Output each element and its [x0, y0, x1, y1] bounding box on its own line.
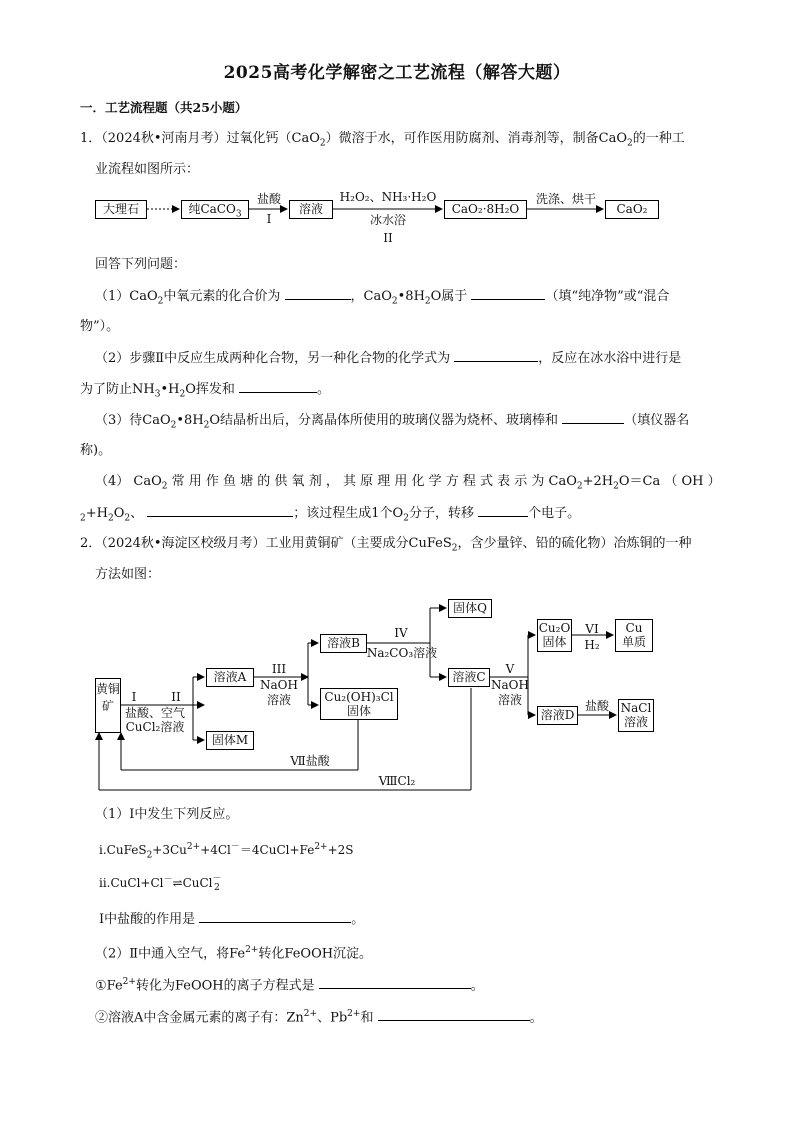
q1-reagents-label: H₂O₂、NH₃·H₂O: [339, 190, 437, 204]
marble-box: 大理石: [95, 200, 147, 219]
q1-part4-line2: $_2+H_2O_2$、 ；该过程生成1个$O_2$分子，转移 个电子。: [80, 506, 581, 524]
q1-step1-label: I: [266, 212, 272, 226]
solution-d-box: 溶液D: [537, 706, 578, 725]
pure-caco3-box: 纯CaCO$_3$: [181, 200, 249, 219]
q2-step5-label: V: [505, 662, 515, 676]
q1-part1-line2: 物”）。: [80, 319, 120, 334]
answer-blank[interactable]: [478, 504, 528, 517]
q1-solution-box: 溶液: [289, 200, 333, 219]
q2-part1-question: Ⅰ中盐酸的作用是 。: [99, 912, 365, 927]
q2-solution-label: 溶液: [266, 693, 291, 707]
q1-wash-label: 洗涤、烘干: [535, 192, 596, 206]
q2-step8-label: ⅧCl₂: [378, 774, 416, 788]
answer-blank[interactable]: [319, 976, 471, 989]
answer-blank[interactable]: [147, 504, 293, 517]
solution-b-box: 溶液B: [320, 634, 367, 653]
q2-part2-q2: ②溶液A中含金属元素的离子有：$Zn^{2+}$、$Pb^{2+}$和 。: [95, 1009, 543, 1026]
q2-step6-label: VI: [585, 622, 599, 636]
cao2-box: CaO₂: [605, 200, 659, 219]
q1-part4: （4） CaO$_2$ 常 用 作 鱼 塘 的 供 氧 剂 ， 其 原 理 用 化 学 方 程 式 表 示 为 $CaO_2+2H_2O=Ca$ （ OH ）: [95, 474, 721, 492]
cu-box: Cu 单质: [615, 619, 653, 652]
q1-part1: （1）CaO$_2$中氧元素的化合价为 ，$CaO_2•8H_2O$属于 （填“纯净物”或“混合: [95, 289, 670, 307]
q2-naoh5-label: NaOH: [491, 678, 529, 692]
solution-c-box: 溶液C: [448, 668, 490, 687]
q2-step1-label: I: [131, 690, 137, 704]
ore-box: 黄铜矿: [95, 678, 121, 733]
q2-step3-label: III: [271, 662, 287, 676]
answer-blank[interactable]: [562, 411, 624, 424]
answer-blank[interactable]: [239, 380, 317, 393]
q2-step2-label: II: [171, 690, 181, 704]
q2-step4-label: IV: [394, 626, 408, 640]
answer-blank[interactable]: [471, 287, 545, 300]
q1-ice-bath-label: 冰水浴: [369, 213, 406, 227]
page-title: 2025高考化学解密之工艺流程（解答大题）: [223, 63, 571, 83]
q1-step2-label: II: [383, 231, 393, 245]
answer-blank[interactable]: [199, 910, 351, 923]
q1-stem: 1．（2024秋•河南月考）过氧化钙（CaO$_2$）微溶于水，可作医用防腐剂、消毒剂等，制备CaO$_2$的一种工: [80, 131, 685, 149]
q1-hcl-label: 盐酸: [256, 192, 281, 206]
q2-part2-q1: $①Fe^{2+}$转化为FeOOH的离子方程式是 。: [95, 977, 484, 994]
nacl-box: NaCl 溶液: [618, 699, 654, 732]
answer-blank[interactable]: [285, 287, 351, 300]
answer-blank[interactable]: [378, 1008, 530, 1021]
q2-hcl-label: 盐酸: [584, 699, 609, 713]
q1-part2-line2: 为了防止$NH_3•H_2O$挥发和 。: [80, 382, 331, 400]
q2-reaction-2: ⅱ.CuCl+Cl－⇌CuCl－ 2: [99, 873, 222, 893]
q2-reagent-cucl2: CuCl₂溶液: [125, 720, 185, 734]
cu2o-box: Cu₂O 固体: [537, 619, 572, 652]
q2-part2: （2）Ⅱ中通入空气，将$Fe^{2+}$转化FeOOH沉淀。: [95, 945, 373, 962]
q2-na2co3-label: Na₂CO₃溶液: [366, 646, 438, 660]
answer-blank[interactable]: [454, 349, 538, 362]
cao2-8h2o-box: CaO₂·8H₂O: [444, 200, 527, 219]
solid-q-box: 固体Q: [448, 599, 492, 618]
q2-reagent-hcl-air: 盐酸、空气: [124, 706, 185, 720]
q1-part3: （3）待$CaO_2•8H_2O$结晶析出后，分离晶体所使用的玻璃仪器为烧杯、玻璃棒和 （填仪器名: [95, 413, 690, 431]
q2-stem: 2．（2024秋•海淀区校级月考）工业用黄铜矿（主要成分CuFeS$_2$，含少量锌、铅的硫化物）冶炼铜的一种: [80, 536, 692, 554]
solution-a-box: 溶液A: [206, 668, 254, 687]
q2-naoh-label: NaOH: [260, 678, 298, 692]
q2-part1: （1）Ⅰ中发生下列反应。: [95, 807, 239, 822]
cu2oh3cl-box: Cu₂(OH)₃Cl 固体: [320, 688, 398, 720]
q2-solution5-label: 溶液: [497, 693, 522, 707]
q1-answer-prompt: 回答下列问题：: [95, 257, 187, 272]
section-heading: 一．工艺流程题（共25小题）: [80, 100, 248, 115]
q2-h2-label: H₂: [584, 638, 600, 652]
solid-m-box: 固体M: [206, 731, 254, 750]
q2-stem-line2: 方法如图：: [95, 567, 161, 582]
q1-part3-line2: 称)。: [80, 443, 112, 458]
q2-reaction-1: $ⅰ.CuFeS_2+3Cu^{2+}+4Cl^-=4CuCl+Fe^{2+}+2S$: [99, 842, 354, 861]
q2-step7-label: Ⅶ盐酸: [290, 754, 330, 768]
q1-part2: （2）步骤Ⅱ中反应生成两种化合物，另一种化合物的化学式为 ，反应在冰水浴中进行是: [95, 351, 682, 366]
q1-stem-line2: 业流程如图所示：: [95, 162, 200, 177]
